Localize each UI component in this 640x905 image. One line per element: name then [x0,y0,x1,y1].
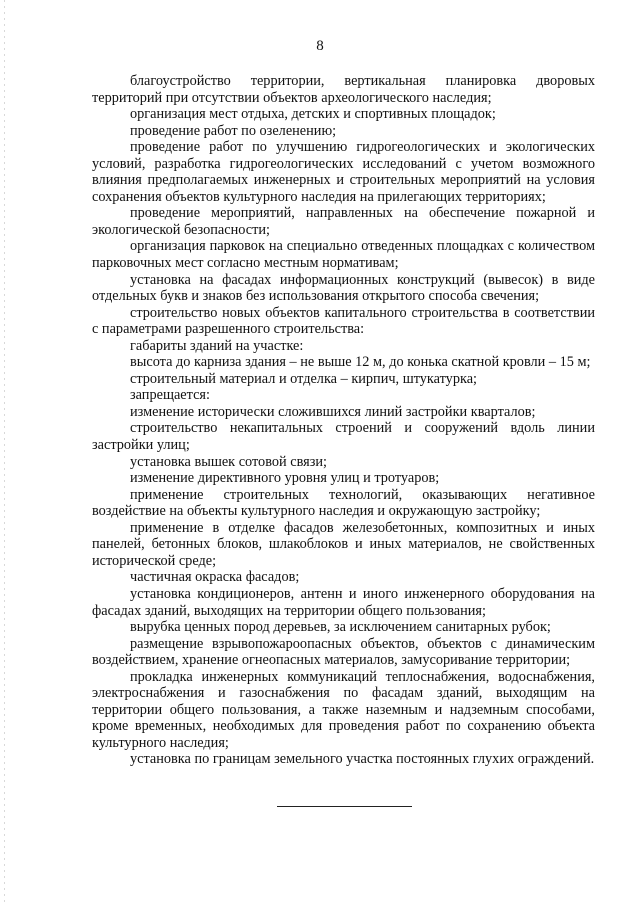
paragraph-12: запрещается: [130,387,210,404]
footer-divider [277,806,412,807]
paragraph-21: вырубка ценных пород деревьев, за исключением санитарных рубок; [130,619,551,636]
page-number: 8 [316,38,324,54]
paragraph-20: установка кондиционеров, антенн и иного инженерного оборудования на фасадах зданий, выходящих на территории общего пользования; [92,585,595,619]
scan-edge-mark [4,0,5,905]
paragraph-1: благоустройство территории, вертикальная планировка дворовых территорий при отсутствии объектов археологического наследия; [92,73,595,106]
paragraph-3: проведение работ по озеленению; [130,122,337,139]
paragraph-14: строительство некапитальных строений и сооружений вдоль линии застройки улиц; [92,420,595,454]
paragraph-19: частичная окраска фасадов; [130,569,300,586]
paragraph-6: организация парковок на специально отведенных площадках с количеством парковочных мест согласно местным нормативам; [92,238,595,272]
paragraph-10: высота до карниза здания – не выше 12 м, до конька скатной кровли – 15 м; [130,354,591,371]
paragraph-16: изменение директивного уровня улиц и тротуаров; [130,470,440,487]
paragraph-8: строительство новых объектов капитального строительства в соответствии с параметрами разрешенного строительства: [92,304,595,338]
paragraph-5: проведение мероприятий, направленных на обеспечение пожарной и экологической безопасности; [92,205,595,238]
paragraph-7: установка на фасадах информационных конструкций (вывесок) в виде отдельных букв и знаков без использования открытого способа свечения; [92,271,595,305]
paragraph-2: организация мест отдыха, детских и спортивных площадок; [130,106,496,123]
paragraph-9: габариты зданий на участке: [130,337,304,354]
paragraph-24: установка по границам земельного участка постоянных глухих ограждений. [130,751,595,768]
paragraph-17: применение строительных технологий, оказывающих негативное воздействие на объекты культурного наследия и окружающую застройку; [92,486,595,520]
document-body [92,73,595,768]
paragraph-23: прокладка инженерных коммуникаций теплоснабжения, водоснабжения, электроснабжения и газоснабжения по фасадам зданий, выходящим на территории общего пользования, а также наземным и надземным способами, кроме временных, необходимых для проведения работ по сохранению объекта культурного наследия; [92,668,595,751]
paragraph-13: изменение исторически сложившихся линий застройки кварталов; [130,403,536,420]
paragraph-15: установка вышек сотовой связи; [130,453,327,470]
paragraph-4: проведение работ по улучшению гидрогеологических и экологических условий, разработка гидрогеологических исследований с учетом возможного влияния предполагаемых инженерных и строительных мероприятий на условия сохранения объектов культурного наследия на прилегающих территориях; [92,139,595,205]
paragraph-11: строительный материал и отделка – кирпич, штукатурка; [130,370,478,387]
paragraph-22: размещение взрывопожароопасных объектов, объектов с динамическим воздействием, хранение огнеопасных материалов, замусоривание территории; [92,635,595,669]
paragraph-18: применение в отделке фасадов железобетонных, композитных и иных панелей, бетонных блоков, шлакоблоков и иных материалов, не свойственных исторической среде; [92,519,595,569]
